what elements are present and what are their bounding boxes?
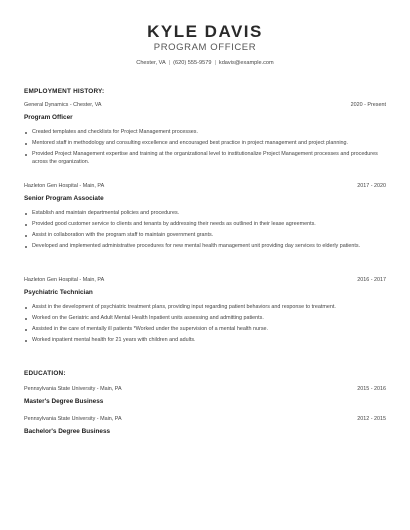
job-bullets <box>24 210 382 251</box>
job-entry <box>24 183 386 202</box>
contact-email: kdavis@example.com <box>218 60 274 66</box>
job-dates: 2020 - Present <box>350 102 386 108</box>
education-heading: EDUCATION: <box>24 370 66 377</box>
education-degree: Bachelor's Degree Business <box>24 428 111 435</box>
education-dates: 2012 - 2015 <box>357 416 386 422</box>
candidate-name: KYLE DAVIS <box>147 22 263 41</box>
job-entry <box>24 102 386 121</box>
job-bullet: Establish and maintain departmental policies and procedures. <box>24 210 382 218</box>
contact-phone: (620) 555-9579 <box>173 60 212 66</box>
education-entry <box>24 386 386 405</box>
job-dates: 2016 - 2017 <box>357 277 386 283</box>
job-entry <box>24 277 386 296</box>
job-dates: 2017 - 2020 <box>357 183 386 189</box>
job-employer: Hazleton Gen Hospital - Main, PA <box>24 277 105 283</box>
job-bullet: Assist in collaboration with the program staff to maintain government grants. <box>24 232 382 240</box>
employment-heading: EMPLOYMENT HISTORY: <box>24 88 105 95</box>
job-bullet: Worked on the Geriatric and Adult Mental Health Inpatient units assessing and admitting patients. <box>24 315 382 323</box>
job-bullet: Worked inpatient mental health for 21 years with children and adults. <box>24 337 382 345</box>
job-bullet: Assist in the development of psychiatric treatment plans, providing input regarding patient behaviors and response to treatment. <box>24 304 382 312</box>
contact-separator: | <box>214 60 216 66</box>
job-bullet: Created templates and checklists for Project Management processes. <box>24 129 382 137</box>
job-bullet: Mentored staff in methodology and consulting excellence and encouraged best practice in project management and project planning. <box>24 140 382 148</box>
candidate-title: PROGRAM OFFICER <box>153 42 257 53</box>
contact-location: Chester, VA <box>136 60 166 66</box>
education-degree: Master's Degree Business <box>24 398 104 405</box>
job-title: Senior Program Associate <box>24 195 104 202</box>
job-bullet: Provided good customer service to clients and tenants by addressing their needs as outlined in their lease agreements. <box>24 221 382 229</box>
job-bullets <box>24 129 382 166</box>
education-entry <box>24 416 386 435</box>
job-title: Program Officer <box>24 114 73 121</box>
contact-separator: | <box>168 60 171 66</box>
education-dates: 2015 - 2016 <box>357 386 386 392</box>
job-bullet: Provided Project Management expertise and training at the organizational level to institutionalize Project Management processes and procedures across the organization. <box>24 151 382 166</box>
job-employer: Hazleton Gen Hospital - Main, PA <box>24 183 105 189</box>
job-title: Psychiatric Technician <box>24 289 93 296</box>
education-school: Pennsylvania State University - Main, PA <box>24 416 122 422</box>
contact-line <box>0 60 410 66</box>
job-bullets <box>24 304 382 345</box>
job-bullet: Assisted in the care of mentally ill patients *Worked under the supervision of a mental health nurse. <box>24 326 382 334</box>
job-bullet: Developed and implemented administrative procedures for new mental health management unit providing day services to elderly patients. <box>24 243 382 251</box>
education-school: Pennsylvania State University - Main, PA <box>24 386 122 392</box>
job-employer: General Dynamics - Chester, VA <box>24 102 102 108</box>
